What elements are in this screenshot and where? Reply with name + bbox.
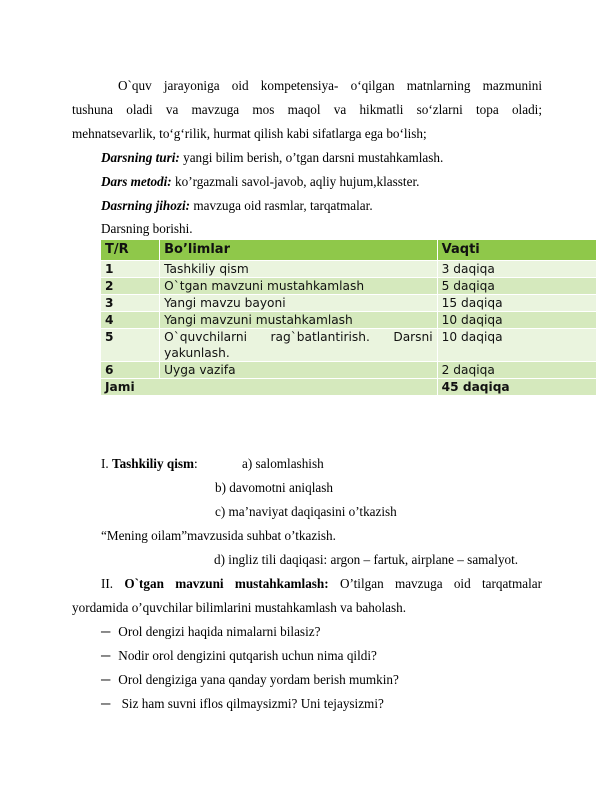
lesson-equipment-label: Dasrning jihozi: bbox=[101, 198, 191, 213]
row-section-word: rag`batlantirish. bbox=[270, 330, 370, 344]
part1-title: Tashkiliy qism bbox=[112, 456, 194, 471]
row-time: 10 daqiqa bbox=[437, 312, 596, 329]
part1-roman: I. bbox=[101, 456, 109, 471]
part1-item-c: c) ma’naviyat daqiqasini o’tkazish bbox=[215, 504, 397, 519]
row-section: Tashkiliy qism bbox=[160, 261, 438, 278]
part1-talk: “Mening oilam”mavzusida suhbat o’tkazish. bbox=[101, 528, 336, 543]
dash-bullet: ─ bbox=[101, 672, 111, 687]
row-time: 3 daqiqa bbox=[437, 261, 596, 278]
row-number: 2 bbox=[101, 278, 160, 295]
header-time: Vaqti bbox=[437, 240, 596, 261]
row-section bbox=[160, 329, 438, 362]
row-section-line-1 bbox=[164, 329, 433, 345]
table-total-row bbox=[101, 379, 597, 396]
lesson-equipment bbox=[101, 198, 373, 214]
question-text: Nodir orol dengizini qutqarish uchun nima qildi? bbox=[118, 648, 377, 663]
part2-heading bbox=[101, 576, 542, 592]
row-section: Yangi mavzuni mustahkamlash bbox=[160, 312, 438, 329]
question-text: Orol dengizi haqida nimalarni bilasiz? bbox=[118, 624, 321, 639]
part2-line-2: yordamida o’quvchilar bilimlarini mustahkamlash va baholash. bbox=[72, 600, 407, 615]
intro-line-3: mehnatsevarlik, to‘g‘rilik, hurmat qilish kabi sifatlarga ega bo‘lish; bbox=[72, 126, 427, 141]
question-item bbox=[101, 648, 377, 664]
row-time: 10 daqiqa bbox=[437, 329, 596, 362]
lesson-method-label: Dars metodi: bbox=[101, 174, 172, 189]
row-section-word: Darsni bbox=[393, 330, 433, 344]
header-number: T/R bbox=[101, 240, 160, 261]
question-item bbox=[101, 624, 320, 640]
row-section: O`tgan mavzuni mustahkamlash bbox=[160, 278, 438, 295]
part2-line1-rest: O’tilgan mavzuga oid tarqatmalar bbox=[339, 576, 542, 591]
table-row bbox=[101, 312, 597, 329]
question-item bbox=[101, 696, 384, 712]
row-time: 2 daqiqa bbox=[437, 362, 596, 379]
table-row bbox=[101, 295, 597, 312]
table-row bbox=[101, 261, 597, 278]
total-label: Jami bbox=[101, 379, 437, 396]
question-text: Orol dengiziga yana qanday yordam berish mumkin? bbox=[118, 672, 399, 687]
lesson-plan-table bbox=[101, 240, 597, 396]
dash-bullet: ─ bbox=[101, 624, 111, 639]
dash-bullet: ─ bbox=[101, 696, 111, 711]
part1-colon: : bbox=[193, 456, 198, 471]
total-time: 45 daqiqa bbox=[437, 379, 596, 396]
lesson-method-value: ko’rgazmali savol-javob, aqliy hujum,klasster. bbox=[175, 174, 420, 189]
table-header-row bbox=[101, 240, 597, 261]
row-number: 1 bbox=[101, 261, 160, 278]
part2-roman: II. bbox=[101, 576, 114, 591]
row-number: 4 bbox=[101, 312, 160, 329]
part1-item-d: d) ingliz tili daqiqasi: argon – fartuk, airplane – samalyot. bbox=[214, 552, 519, 567]
row-number: 5 bbox=[101, 329, 160, 362]
lesson-type bbox=[101, 150, 443, 166]
lesson-type-label: Darsning turi: bbox=[101, 150, 180, 165]
row-time: 15 daqiqa bbox=[437, 295, 596, 312]
question-item bbox=[101, 672, 399, 688]
question-text: Siz ham suvni iflos qilmaysizmi? Uni tejaysizmi? bbox=[118, 696, 384, 711]
header-section: Bo’limlar bbox=[160, 240, 438, 261]
part1-item-b: b) davomotni aniqlash bbox=[215, 480, 333, 495]
table-row bbox=[101, 329, 597, 362]
row-number: 6 bbox=[101, 362, 160, 379]
part1-item-a: a) salomlashish bbox=[242, 456, 324, 471]
row-section: Yangi mavzu bayoni bbox=[160, 295, 438, 312]
row-time: 5 daqiqa bbox=[437, 278, 596, 295]
row-section: Uyga vazifa bbox=[160, 362, 438, 379]
lesson-method bbox=[101, 174, 419, 190]
table-row bbox=[101, 278, 597, 295]
row-number: 3 bbox=[101, 295, 160, 312]
part2-title: O`tgan mavzuni mustahkamlash: bbox=[124, 576, 329, 591]
lesson-flow-title: Darsning borishi. bbox=[101, 221, 193, 236]
lesson-type-value: yangi bilim berish, o’tgan darsni mustahkamlash. bbox=[183, 150, 444, 165]
intro-line-2: tushuna oladi va mavzuga mos maqol va hikmatli so‘zlarni topa oladi; bbox=[72, 102, 542, 117]
lesson-equipment-value: mavzuga oid rasmlar, tarqatmalar. bbox=[193, 198, 373, 213]
table-row bbox=[101, 362, 597, 379]
dash-bullet: ─ bbox=[101, 648, 111, 663]
intro-line-1: O`quv jarayoniga oid kompetensiya- o‘qilgan matnlarning mazmunini bbox=[118, 78, 542, 93]
part1-heading bbox=[101, 456, 198, 472]
row-section-line-2: yakunlash. bbox=[164, 346, 230, 360]
row-section-word: O`quvchilarni bbox=[164, 330, 248, 344]
